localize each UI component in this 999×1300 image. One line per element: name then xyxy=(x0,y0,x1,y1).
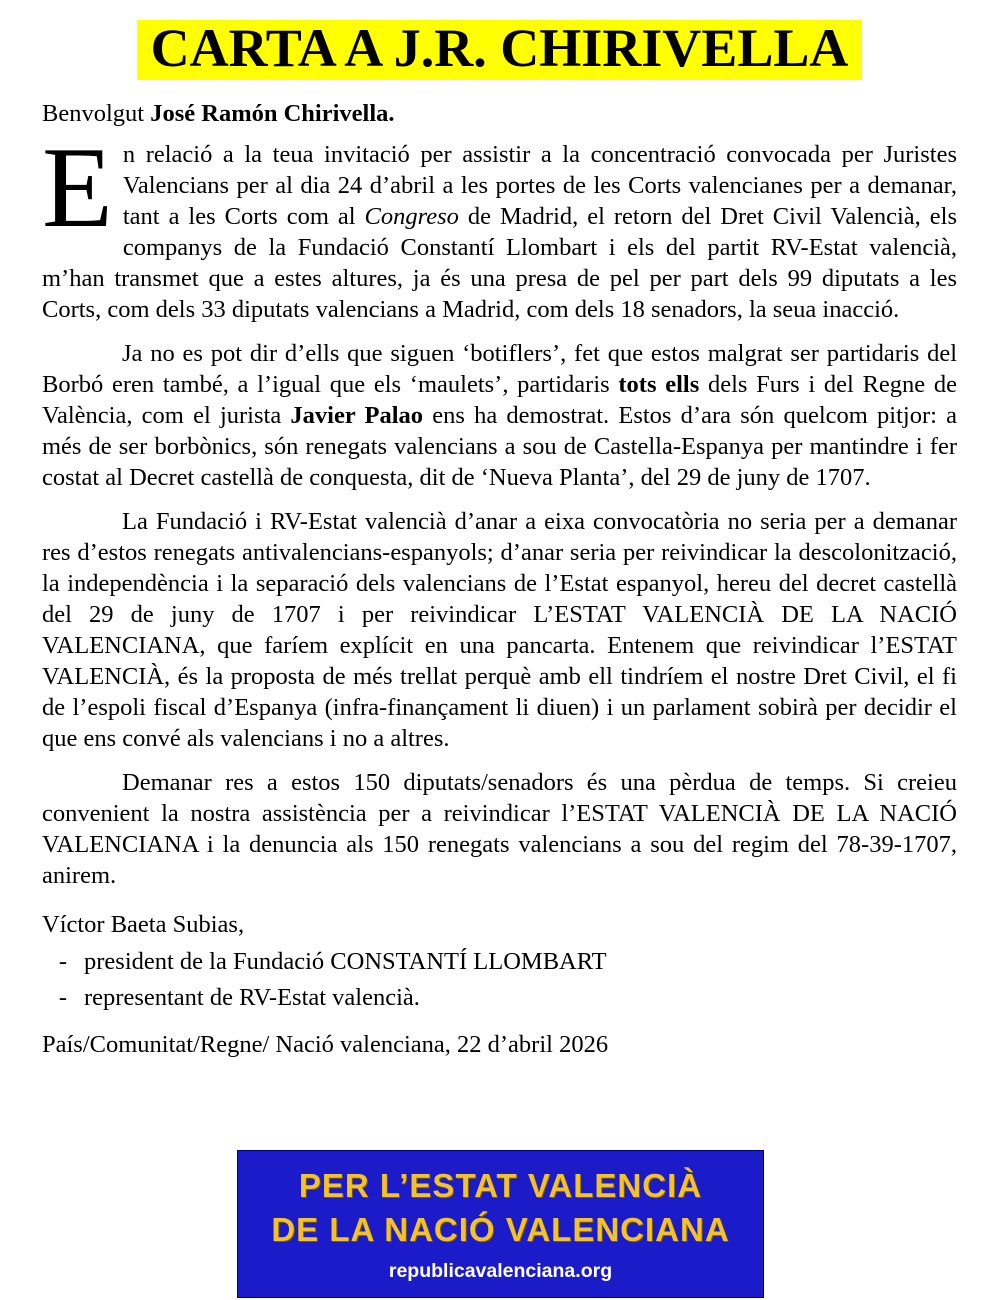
paragraph xyxy=(42,338,957,493)
signature-role xyxy=(42,982,957,1013)
title-block xyxy=(42,20,957,80)
text-run: tots ells xyxy=(618,371,700,398)
greeting-line xyxy=(42,98,957,129)
campaign-banner[interactable] xyxy=(237,1150,764,1298)
banner-slogan-line1: PER L’ESTAT VALENCIÀ xyxy=(298,1167,703,1204)
title-highlight xyxy=(137,20,863,80)
text-run: Congreso xyxy=(364,203,459,230)
signature-name: Víctor Baeta Subias, xyxy=(42,911,245,938)
text-run: La Fundació i RV-Estat valencià d’anar a eixa convocatòria no seria per a demanar res d’estos renegats antivalencians-espanyols; d’anar seria per reivindicar la descolonització, la independència i la separació dels valencians de l’Estat espanyol, hereu del decret castellà del 29 de juny de 1707 i per reivindicar L’ESTAT VALENCIÀ DE LA NACIÓ VALENCIANA, que faríem explícit en una pancarta. Entenem que reivindicar l’ESTAT VALENCIÀ, és la proposta de més trellat perquè amb ell tindríem el nostre Dret Civil, el fi de l’espoli fiscal d’Espanya (infra-finançament li diuen) i un parlament sobirà per decidir el que ens convé als valencians i no a altres. xyxy=(42,508,957,752)
text-run: Javier Palao xyxy=(290,402,424,429)
greeting-prefix: Benvolgut xyxy=(42,100,151,127)
text-run: n relació a la teua invitació per assistir a la concentració convocada per Juristes Valencians per al dia 24 d’abril a les portes de les Corts valencianes per a demanar, tant a les Corts com al xyxy=(122,141,957,230)
body-paragraphs xyxy=(42,124,958,891)
text-run: Ja no es pot dir d’ells que siguen ‘botiflers’, fet que estos malgrat ser partidaris del Borbó eren també, a l’igual que els ‘maulets’, partidaris xyxy=(42,340,957,398)
dash-bullet: - xyxy=(58,984,68,1011)
dateline: País/Comunitat/Regne/ Nació valenciana, 22 d’abril 2026 xyxy=(42,1031,609,1058)
text-run: de Madrid, el retorn del Dret Civil Valencià, els companys de la Fundació Constantí Llombart i els del partit RV-Estat valencià, m’han transmet que a estes altures, ja és una presa de pel per part dels 99 diputats a les Corts, com dels 33 diputats valencians a Madrid, com dels 18 senadors, la seua inacció. xyxy=(42,203,958,323)
banner-slogan-line2: DE LA NACIÓ VALENCIANA xyxy=(271,1211,730,1248)
text-run: Demanar res a estos 150 diputats/senadors és una pèrdua de temps. Si creieu convenient la nostra assistència per a reivindicar l’ESTAT VALENCIÀ DE LA NACIÓ VALENCIANA i la denuncia als 150 renegats valencians a sou del regim del 78-39-1707, anirem. xyxy=(42,769,957,889)
paragraph xyxy=(42,124,958,325)
text-run: dels Furs i del Regne de València, com el jurista xyxy=(42,371,957,429)
signature-role xyxy=(42,946,957,977)
drop-cap: E xyxy=(42,124,113,252)
paragraph xyxy=(42,506,957,754)
signature-role-text: representant de RV-Estat valencià. xyxy=(84,984,420,1011)
recipient-name: José Ramón Chirivella. xyxy=(150,100,395,127)
dash-bullet: - xyxy=(58,948,68,975)
banner-url-link[interactable]: republicavalenciana.org xyxy=(388,1260,613,1282)
page-title: CARTA A J.R. CHIRIVELLA xyxy=(150,18,849,78)
signature-block xyxy=(42,909,957,1013)
paragraph xyxy=(42,767,957,891)
text-run: ens ha demostrat. Estos d’ara són quelcom pitjor: a més de ser borbònics, són renegats valencians a sou de Castella-Espanya per mantindre i fer costat al Decret castellà de conquesta, dit de ‘Nueva Planta’, del 29 de juny de 1707. xyxy=(42,402,957,491)
signature-role-text: president de la Fundació CONSTANTÍ LLOMBART xyxy=(84,948,607,975)
